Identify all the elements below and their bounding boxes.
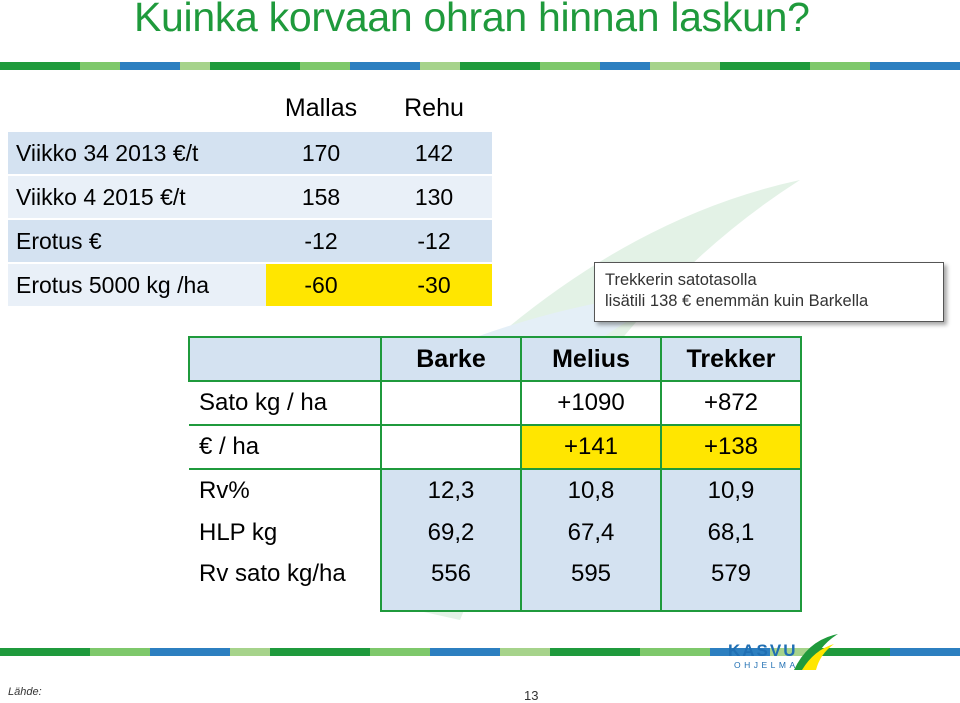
row-label: Erotus € [8, 219, 266, 263]
cell-rehu: 130 [376, 175, 492, 219]
callout-line-2: lisätili 138 € enemmän kuin Barkella [605, 292, 869, 310]
cell-trekker: 10,9 [661, 469, 801, 512]
logo-subword: OHJELMA [734, 660, 799, 670]
callout-line-1: Trekkerin satotasolla [605, 271, 757, 289]
cell-trekker: 579 [661, 554, 801, 611]
price-header-rehu: Rehu [376, 86, 492, 131]
cell-rehu: -12 [376, 219, 492, 263]
table-row [189, 512, 801, 554]
table-row [189, 469, 801, 512]
source-label: Lähde: [8, 686, 42, 698]
variety-table-header [189, 337, 801, 381]
cell-mallas: 158 [266, 175, 376, 219]
row-label: Sato kg / ha [189, 381, 381, 425]
kasvu-ohjelma-logo [728, 632, 836, 672]
cell-trekker: 68,1 [661, 512, 801, 554]
cell-melius: 10,8 [521, 469, 661, 512]
table-row [189, 425, 801, 469]
table-row [8, 263, 492, 306]
row-label: Viikko 34 2013 €/t [8, 131, 266, 175]
row-label: € / ha [189, 425, 381, 469]
cell-barke: 12,3 [381, 469, 521, 512]
cell-barke: 556 [381, 554, 521, 611]
cell-melius: +1090 [521, 381, 661, 425]
variety-header-melius: Melius [521, 337, 661, 381]
cell-mallas-highlight: -60 [266, 263, 376, 306]
variety-header-barke: Barke [381, 337, 521, 381]
callout-note [594, 262, 944, 322]
cell-trekker-highlight: +138 [661, 425, 801, 469]
logo-word: KASVU [728, 641, 798, 660]
cell-trekker: +872 [661, 381, 801, 425]
row-label: Rv% [189, 469, 381, 512]
row-label: Viikko 4 2015 €/t [8, 175, 266, 219]
variety-table [188, 336, 802, 612]
page-number: 13 [524, 688, 539, 703]
cell-rehu-highlight: -30 [376, 263, 492, 306]
table-row [8, 175, 492, 219]
cell-melius: 67,4 [521, 512, 661, 554]
table-row [8, 131, 492, 175]
variety-header-trekker: Trekker [661, 337, 801, 381]
price-header-mallas: Mallas [266, 86, 376, 131]
cell-mallas: 170 [266, 131, 376, 175]
row-label: HLP kg [189, 512, 381, 554]
row-label: Rv sato kg/ha [189, 554, 381, 611]
top-color-band [0, 62, 960, 70]
cell-melius: 595 [521, 554, 661, 611]
cell-barke [381, 381, 521, 425]
cell-melius-highlight: +141 [521, 425, 661, 469]
table-row [189, 554, 801, 611]
table-row [8, 219, 492, 263]
price-header-empty [8, 86, 266, 131]
cell-barke [381, 425, 521, 469]
row-label: Erotus 5000 kg /ha [8, 263, 266, 306]
cell-barke: 69,2 [381, 512, 521, 554]
slide-title: Kuinka korvaan ohran hinnan laskun? [134, 0, 810, 40]
price-table-header [8, 86, 492, 131]
price-table [8, 86, 492, 306]
cell-mallas: -12 [266, 219, 376, 263]
variety-header-empty [189, 337, 381, 381]
cell-rehu: 142 [376, 131, 492, 175]
table-row [189, 381, 801, 425]
